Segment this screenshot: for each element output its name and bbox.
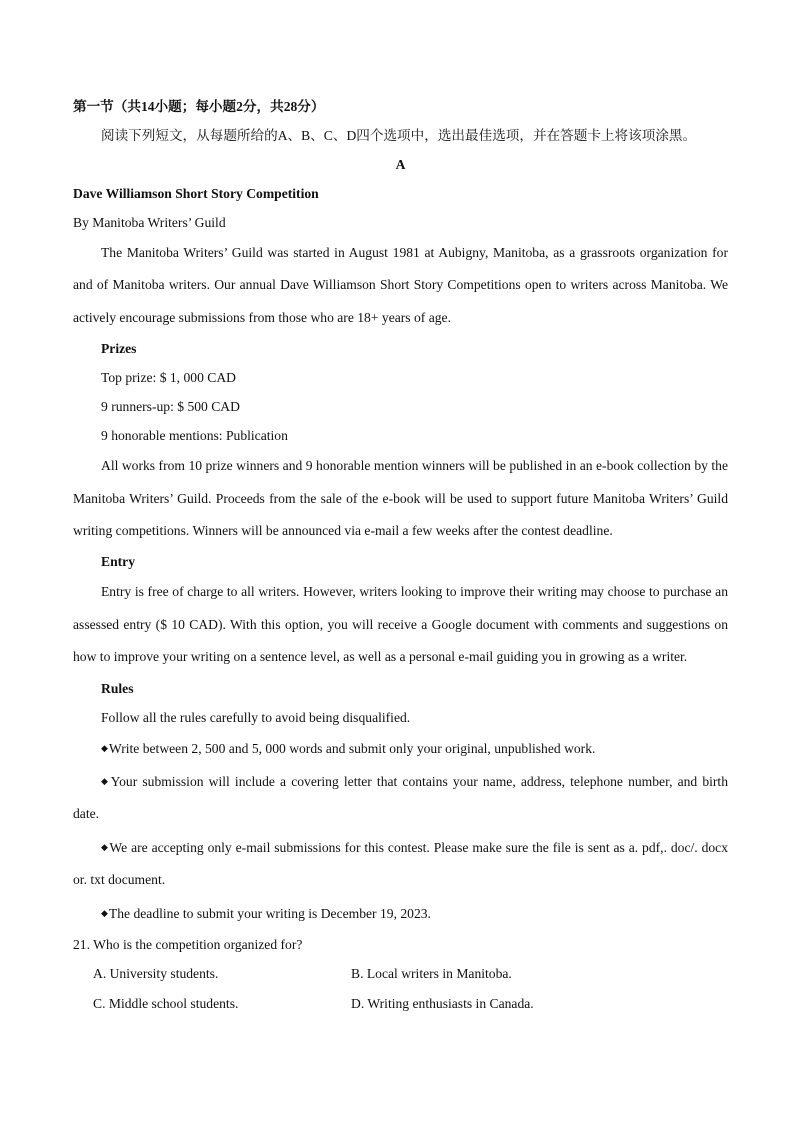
rule-item xyxy=(73,765,728,831)
article-title: Dave Williamson Short Story Competition xyxy=(73,186,319,201)
answer-options xyxy=(73,959,728,1018)
rule-text: The deadline to submit your writing is December 19, 2023. xyxy=(108,905,431,921)
diamond-bullet-icon: ◆ xyxy=(101,776,110,787)
rule-text: Write between 2, 500 and 5, 000 words and submit only your original, unpublished work. xyxy=(108,740,596,756)
prize-item-top: Top prize: $ 1, 000 CAD xyxy=(101,370,236,386)
rule-text: We are accepting only e-mail submissions for this contest. Please make sure the file is sent as a. pdf,. doc/. docx or. txt document. xyxy=(73,839,728,888)
instruction-text: 阅读下列短文，从每题所给的A、B、C、D四个选项中，选出最佳选项，并在答题卡上将该项涂黑。 xyxy=(101,128,697,143)
intro-paragraph: The Manitoba Writers’ Guild was started in August 1981 at Aubigny, Manitoba, as a grassroots organization for and of Manitoba writers. Our annual Dave Williamson Short Story Competitions open to writers across Manitoba. We actively encourage submissions from those who are 18+ years of age. xyxy=(73,245,728,325)
prizes-description: All works from 10 prize winners and 9 honorable mention winners will be published in an e-book collection by the Manitoba Writers’ Guild. Proceeds from the sale of the e-book will be used to support future Manitoba Writers’ Guild writing competitions. Winners will be announced via e-mail a few weeks after the contest deadline. xyxy=(73,458,728,539)
rules-intro: Follow all the rules carefully to avoid being disqualified. xyxy=(101,709,411,725)
section-header: 第一节（共14小题；每小题2分，共28分） xyxy=(73,99,325,114)
rule-item xyxy=(73,831,728,897)
prizes-heading: Prizes xyxy=(101,341,137,357)
entry-paragraph: Entry is free of charge to all writers. However, writers looking to improve their writing may choose to purchase an assessed entry ($ 10 CAD). With this option, you will receive a Google document with comments and suggestions on how to improve your writing on a sentence level, as well as a personal e-mail guiding you in growing as a writer. xyxy=(73,584,728,665)
exam-page xyxy=(73,92,728,1018)
rule-item xyxy=(73,732,728,765)
rules-heading: Rules xyxy=(101,680,134,696)
rule-text: Your submission will include a covering letter that contains your name, address, telephone number, and birth date. xyxy=(73,774,729,822)
question-stem: 21. Who is the competition organized for? xyxy=(73,937,303,953)
option-d[interactable]: D. Writing enthusiasts in Canada. xyxy=(351,995,534,1011)
option-b[interactable]: B. Local writers in Manitoba. xyxy=(351,966,512,982)
passage-label: A xyxy=(395,157,406,172)
option-a[interactable]: A. University students. xyxy=(93,966,219,982)
diamond-bullet-icon: ◆ xyxy=(101,841,109,852)
diamond-bullet-icon: ◆ xyxy=(101,907,108,918)
option-c[interactable]: C. Middle school students. xyxy=(93,995,239,1011)
prize-item-runners-up: 9 runners-up: $ 500 CAD xyxy=(101,399,240,415)
rule-item xyxy=(73,897,728,930)
prize-item-honorable: 9 honorable mentions: Publication xyxy=(101,428,288,444)
diamond-bullet-icon: ◆ xyxy=(101,742,108,753)
entry-heading: Entry xyxy=(101,554,135,570)
article-byline: By Manitoba Writers’ Guild xyxy=(73,215,226,230)
